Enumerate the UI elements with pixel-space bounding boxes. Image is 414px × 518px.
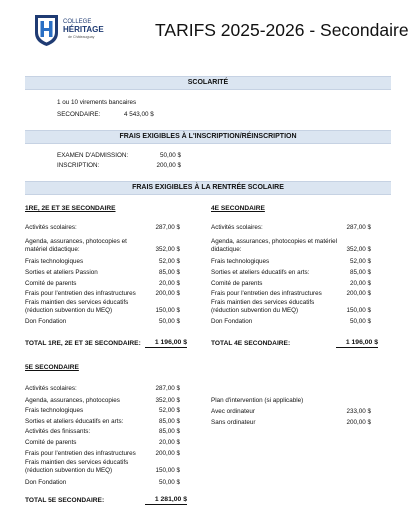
fee-label: Frais maintien des services éducatifs xyxy=(25,299,129,306)
college-logo xyxy=(32,13,110,47)
fee-amount: 150,00 $ xyxy=(155,467,180,474)
inscription-row-amount: 200,00 $ xyxy=(156,162,181,169)
fee-label: Sorties et ateliers Passion xyxy=(25,269,98,276)
fee-amount: 287,00 $ xyxy=(155,385,180,392)
fee-label-cont: (réduction subvention du MEQ) xyxy=(211,307,299,314)
fee-amount: 150,00 $ xyxy=(155,307,180,314)
fee-amount: 85,00 $ xyxy=(158,418,180,425)
fee-amount: 200,00 $ xyxy=(346,290,371,297)
fee-amount: 200,00 $ xyxy=(155,450,180,457)
fee-label: Frais pour l'entretien des infrastructures xyxy=(211,290,322,297)
fee-label: Comité de parents xyxy=(211,280,263,287)
fee-amount: 352,00 $ xyxy=(155,246,180,253)
fee-amount: 20,00 $ xyxy=(158,280,180,287)
fee-label: Comité de parents xyxy=(25,280,77,287)
fee-amount: 200,00 $ xyxy=(155,290,180,297)
fee-label: Sorties et ateliers éducatifs en arts: xyxy=(25,418,124,425)
scolarite-label: SECONDAIRE: xyxy=(57,111,101,118)
fee-amount: 52,00 $ xyxy=(158,258,180,265)
inscription-row-amount: 50,00 $ xyxy=(159,152,181,159)
fee-amount: 85,00 $ xyxy=(158,269,180,276)
fee-label: Activités scolaires: xyxy=(25,385,77,392)
page-title: TARIFS 2025-2026 - Secondaire xyxy=(155,20,409,40)
fee-amount: 352,00 $ xyxy=(155,397,180,404)
fee-label: Activités scolaires: xyxy=(211,224,263,231)
col1-total-amount: 1 196,00 $ xyxy=(145,339,187,348)
fee-label: Don Fondation xyxy=(211,318,253,325)
fee-label: Agenda, assurances, photocopies et matériel xyxy=(211,238,338,245)
scolarite-line1: 1 ou 10 virements bancaires xyxy=(57,99,137,106)
fee-amount: 50,00 $ xyxy=(158,479,180,486)
plan-row-amount: 233,00 $ xyxy=(346,408,371,415)
fee-label: Activités scolaires: xyxy=(25,224,77,231)
fee-amount: 52,00 $ xyxy=(158,407,180,414)
fee-amount: 20,00 $ xyxy=(349,280,371,287)
col2-header: 4E SECONDAIRE xyxy=(211,205,265,212)
fee-label-cont: (réduction subvention du MEQ) xyxy=(25,467,113,474)
fee-amount: 352,00 $ xyxy=(346,246,371,253)
fee-label: Frais technologiques xyxy=(25,258,84,265)
fee-label: Don Fondation xyxy=(25,479,67,486)
fee-label: Activités des finissants: xyxy=(25,428,91,435)
fee-amount: 85,00 $ xyxy=(349,269,371,276)
plan-title: Plan d'intervention (si applicable) xyxy=(211,397,304,404)
fee-label: Sorties et ateliers éducatifs en arts: xyxy=(211,269,310,276)
fee-label: Agenda, assurances, photocopies et xyxy=(25,238,127,245)
fee-label: Frais pour l'entretien des infrastructures xyxy=(25,450,136,457)
fee-label: Frais maintien des services éducatifs xyxy=(25,459,129,466)
fee-label: Frais technologiques xyxy=(25,407,84,414)
fee-label: Don Fondation xyxy=(25,318,67,325)
inscription-row-label: EXAMEN D'ADMISSION: xyxy=(57,152,129,159)
fee-amount: 150,00 $ xyxy=(346,307,371,314)
col2-total-label: TOTAL 4E SECONDAIRE: xyxy=(211,340,291,347)
col2-total-amount: 1 196,00 $ xyxy=(336,339,378,348)
fee-label-cont: (réduction subvention du MEQ) xyxy=(25,307,113,314)
fee-label: Agenda, assurances, photocopies xyxy=(25,397,120,404)
logo-line2: HÉRITAGE xyxy=(63,25,104,34)
logo-line1: COLLEGE xyxy=(63,19,92,25)
fee-label: Comité de parents xyxy=(25,439,77,446)
fee-amount: 52,00 $ xyxy=(349,258,371,265)
fee-amount: 85,00 $ xyxy=(158,428,180,435)
section-scolarite-heading: SCOLARITÉ xyxy=(25,76,391,90)
fee-label: Frais pour l'entretien des infrastructures xyxy=(25,290,136,297)
fee-label-cont: didactique: xyxy=(211,246,242,253)
fee-amount: 20,00 $ xyxy=(158,439,180,446)
col3-total-label: TOTAL 5E SECONDAIRE: xyxy=(25,497,105,504)
fee-amount: 50,00 $ xyxy=(158,318,180,325)
section-inscription-heading: FRAIS EXIGIBLES À L'INSCRIPTION/RÉINSCRIPTION xyxy=(25,130,391,144)
fee-label: Frais technologiques xyxy=(211,258,270,265)
col1-total-label: TOTAL 1RE, 2E ET 3E SECONDAIRE: xyxy=(25,340,141,347)
fee-amount: 50,00 $ xyxy=(349,318,371,325)
plan-row-label: Avec ordinateur xyxy=(211,408,255,415)
fee-label: Frais maintien des services éducatifs xyxy=(211,299,315,306)
plan-row-amount: 200,00 $ xyxy=(346,419,371,426)
logo-line3: de Châteauguay xyxy=(68,35,95,39)
plan-row-label: Sans ordinateur xyxy=(211,419,256,426)
inscription-row-label: INSCRIPTION: xyxy=(57,162,100,169)
scolarite-amount: 4 543,00 $ xyxy=(124,111,154,118)
section-rentree-heading: FRAIS EXIGIBLES À LA RENTRÉE SCOLAIRE xyxy=(25,181,391,195)
fee-amount: 287,00 $ xyxy=(346,224,371,231)
col1-header: 1RE, 2E ET 3E SECONDAIRE xyxy=(25,205,116,212)
col3-total-amount: 1 281,00 $ xyxy=(145,496,187,505)
fee-label-cont: matériel didactique: xyxy=(25,246,80,253)
fee-amount: 287,00 $ xyxy=(155,224,180,231)
col3-header: 5E SECONDAIRE xyxy=(25,364,79,371)
